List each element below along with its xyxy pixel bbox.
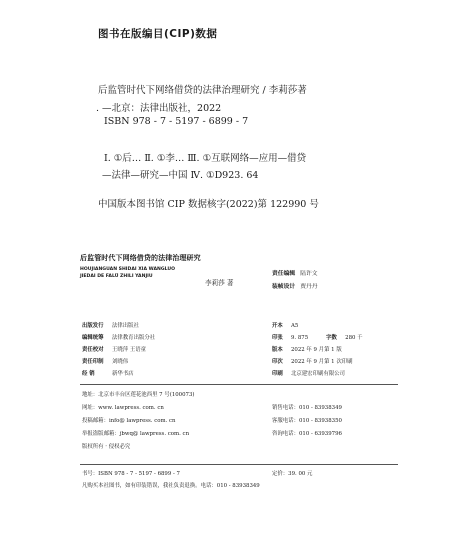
pub-row-publisher bbox=[82, 321, 139, 329]
contact-submit-email[interactable]: 投稿邮箱：info@ lawpress. com. cn bbox=[82, 418, 176, 424]
pub-label: 编辑统筹 bbox=[82, 335, 104, 341]
pub-row-coordinator bbox=[82, 333, 155, 341]
edition-value: 2022 年 9 月第 1 版 bbox=[291, 347, 342, 353]
return-notice: 凡购买本社图书，如有印装错误，我社负责退换。电话：010 - 83938349 bbox=[82, 483, 260, 489]
editor-block bbox=[272, 268, 318, 294]
pub-row-sheets bbox=[272, 333, 363, 341]
book-title-block bbox=[80, 253, 201, 280]
design-label: 装帧设计 bbox=[272, 284, 296, 290]
pub-label: 责任印制 bbox=[82, 359, 104, 365]
format-label: 开本 bbox=[272, 323, 283, 329]
cip-line-3: ISBN 978 - 7 - 5197 - 6899 - 7 bbox=[104, 116, 249, 127]
cip-line-5: —法律—研究—中国 Ⅳ. ①D923. 64 bbox=[102, 170, 259, 181]
divider bbox=[80, 384, 398, 385]
design-name: 贾丹丹 bbox=[300, 284, 318, 290]
pub-row-distributor bbox=[82, 369, 134, 377]
cip-line-6: 中国版本图书馆 CIP 数据核字(2022)第 122990 号 bbox=[98, 199, 319, 210]
editor-label: 责任编辑 bbox=[272, 271, 296, 277]
sheets-value: 9. 875 bbox=[291, 335, 309, 341]
pub-row-proofreader bbox=[82, 345, 146, 353]
pub-row-impression bbox=[272, 357, 353, 365]
pub-row-edition bbox=[272, 345, 342, 353]
sheets-label: 印张 bbox=[272, 335, 283, 341]
impression-label: 印次 bbox=[272, 359, 283, 365]
pub-value: 法律教育出版分社 bbox=[112, 335, 156, 341]
book-title: 后监管时代下网络借贷的法律治理研究 bbox=[80, 253, 201, 262]
cip-title: 图书在版编目(CIP)数据 bbox=[98, 28, 218, 40]
isbn-line: 书号：ISBN 978 - 7 - 5197 - 6899 - 7 bbox=[82, 471, 180, 477]
divider bbox=[80, 464, 398, 465]
printer-label: 印刷 bbox=[272, 371, 283, 377]
pub-label: 经 销 bbox=[82, 371, 95, 377]
pub-row-format bbox=[272, 321, 298, 329]
price-line: 定价：39. 00 元 bbox=[272, 471, 313, 477]
edition-label: 版本 bbox=[272, 347, 283, 353]
pub-value: 王晓萍 王语童 bbox=[112, 347, 147, 353]
sales-phone: 销售电话：010 - 83938349 bbox=[272, 405, 342, 411]
pub-value: 法律出版社 bbox=[112, 323, 139, 329]
contact-website[interactable]: 网址：www. lawpress. com. cn bbox=[82, 405, 164, 411]
impression-value: 2022 年 9 月第 1 次印刷 bbox=[291, 359, 353, 365]
service-phone: 客服电话：010 - 83938350 bbox=[272, 418, 342, 424]
editor-name: 陆许文 bbox=[300, 271, 318, 277]
printer-value: 北京建宏印刷有限公司 bbox=[291, 371, 345, 377]
wordcount-value: 280 千 bbox=[345, 335, 363, 341]
pub-label: 责任校对 bbox=[82, 347, 104, 353]
contact-report-email[interactable]: 举报盗版邮箱：jbwq@ lawpress. com. cn bbox=[82, 431, 190, 437]
consult-phone: 咨询电话：010 - 63939796 bbox=[272, 431, 342, 437]
cip-line-2: . —北京：法律出版社，2022 bbox=[96, 103, 222, 114]
pub-row-printer bbox=[272, 369, 345, 377]
cip-line-4: Ⅰ. ①后… Ⅱ. ①李… Ⅲ. ①互联网络—应用—借贷 bbox=[104, 153, 307, 164]
contact-address: 地址：北京市丰台区莲花池西里 7 号(100073) bbox=[82, 392, 195, 398]
wordcount-label: 字数 bbox=[326, 335, 337, 341]
pub-row-printing-supervisor bbox=[82, 357, 128, 365]
rights-notice: 版权所有 · 侵权必究 bbox=[82, 444, 131, 450]
cip-line-1: 后监管时代下网络借贷的法律治理研究 / 李莉莎著 bbox=[98, 85, 307, 96]
book-title-pinyin-1: HOUJIANGUAN SHIDAI XIA WANGLUO bbox=[80, 267, 176, 272]
pub-label: 出版发行 bbox=[82, 323, 104, 329]
book-title-pinyin-2: JIEDAI DE FALÜ ZHILI YANJIU bbox=[80, 274, 153, 279]
format-value: A5 bbox=[291, 323, 299, 329]
pub-value: 新华书店 bbox=[112, 371, 134, 377]
pub-value: 刘晓伟 bbox=[112, 359, 129, 365]
book-author: 李莉莎 著 bbox=[205, 279, 234, 287]
